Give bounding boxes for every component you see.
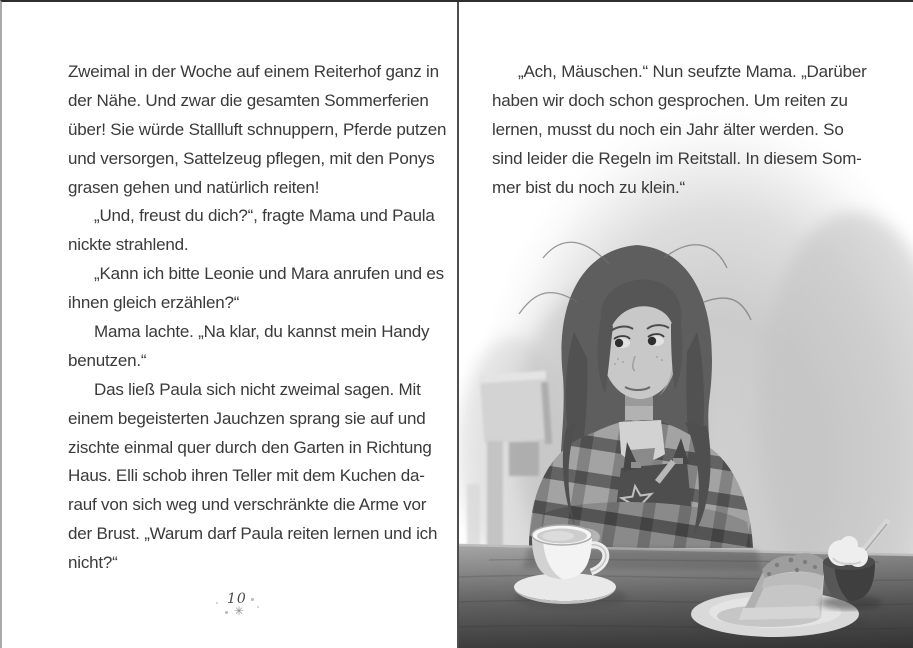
text-line: Zweimal in der Woche auf einem Reiterhof ganz in [68,62,439,81]
text-line: haben wir doch schon gesprochen. Um reiten zu [492,90,848,110]
left-page [2,2,457,648]
text-line: einem begeisterten Jauchzen sprang sie auf und [68,408,426,428]
ornament-dot [257,606,259,608]
text-line: „Und, freust du dich?“, fragte Mama und Paula [94,206,435,226]
text-line: der Brust. „Warum darf Paula reiten lernen und ich [68,524,438,544]
ornament-dot [251,598,254,601]
right-page [459,2,913,648]
text-line: der Nähe. Und zwar die gesamten Sommerferien [68,90,429,110]
text-line: mer bist du noch zu klein.“ [492,177,686,197]
sparkle-icon: ✳ [234,604,245,618]
text-line: und versorgen, Sattelzeug pflegen, mit den Ponys [68,148,435,168]
text-line: Mama lachte. „Na klar, du kannst mein Handy [94,322,430,342]
text-line: benutzen.“ [68,350,147,370]
text-line: rauf von sich weg und verschränkte die Arme vor [68,495,427,515]
page-number-ornament [207,591,277,627]
text-line: Das ließ Paula sich nicht zweimal sagen. Mit [94,379,421,399]
ornament-dot [216,602,218,604]
text-line: sind leider die Regeln im Reitstall. In diesem Som- [492,148,862,168]
text-line: nickte strahlend. [68,235,189,255]
text-line: „Kann ich bitte Leonie und Mara anrufen und es [94,264,444,284]
text-line: lernen, musst du noch ein Jahr älter werden. So [492,119,844,139]
text-line: ihnen gleich erzählen?“ [68,293,240,313]
text-line: Haus. Elli schob ihren Teller mit dem Kuchen da- [68,466,425,486]
page-gutter-divider [457,2,459,648]
right-page-text [492,58,867,202]
left-page-text [68,58,446,578]
ornament-dot [225,611,228,614]
page-number: 10 [227,591,247,607]
text-line: über! Sie würde Stallluft schnuppern, Pferde putzen [68,119,447,139]
text-line: grasen gehen und natürlich reiten! [68,177,320,197]
text-line: „Ach, Mäuschen.“ Nun seufzte Mama. „Darüber [518,62,867,81]
text-line: zischte einmal quer durch den Garten in Richtung [68,437,432,457]
text-line: nicht?“ [68,553,118,573]
